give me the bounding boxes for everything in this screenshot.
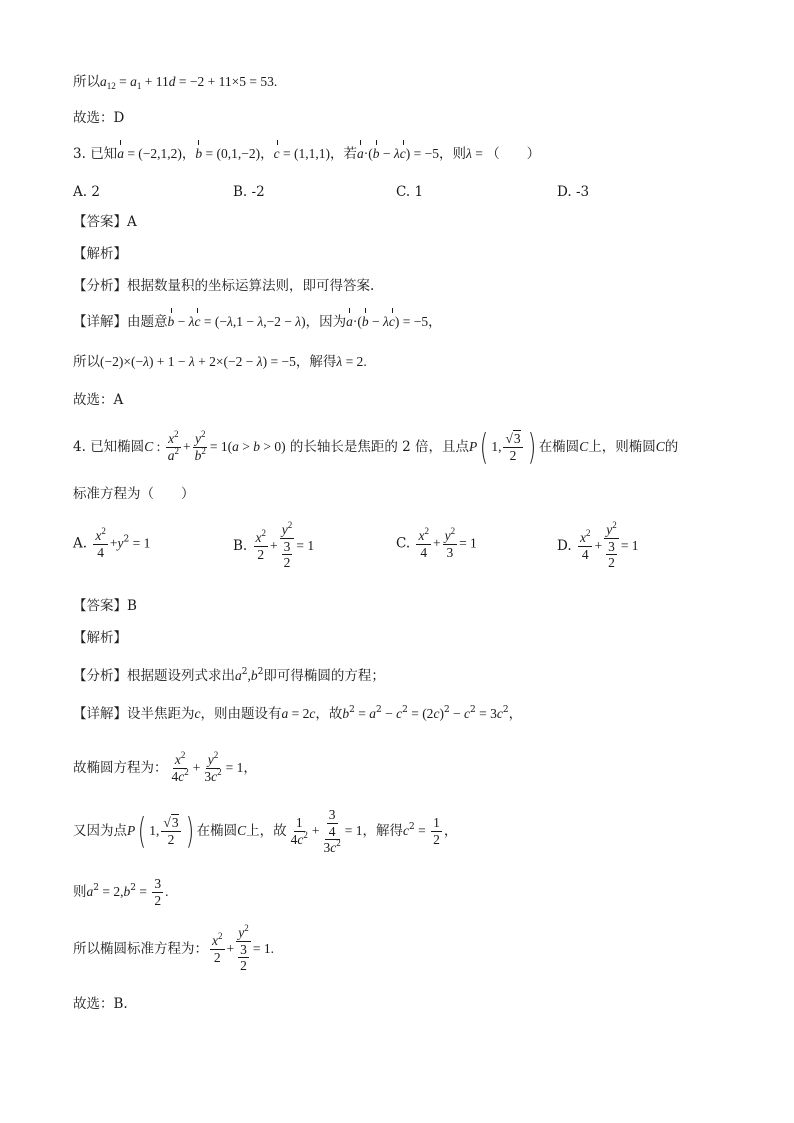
q4-detail: 【详解】设半焦距为c，则由题设有a = 2c，故$b^2 = a^2 - c^2 = (2c)^2 - c^2 = 3c^2$，	[73, 705, 523, 722]
q3-choice: 故选：A	[73, 392, 124, 408]
q3-solve: 所以(−2)×(−λ) + 1 − λ + 2×(−2 − λ) = −5，解得λ = 2.	[73, 354, 367, 370]
text: 若	[343, 146, 357, 162]
text: 则	[452, 146, 466, 162]
q4-then: 则$a^2 = 2,b^2$ = $\frac{3}{2}$ .	[73, 876, 169, 908]
q3-option-c: C. 1	[396, 184, 424, 200]
q4-analysis-tag: 【解析】	[73, 630, 127, 646]
prev-choice-line: 故选：D	[73, 110, 125, 126]
q4-point: 又因为点P( 1, $\frac{√3}{2}$ ) 在椭圆C上，故 $\frac{1}{4c^2}$ + $\frac{\frac{3}{4}}{3c^2}$ = 1，解得$c^2$ = $\frac{1}{2}$ ，	[73, 807, 458, 856]
q3-fenxi: 【分析】根据数量积的坐标运算法则，即可得答案.	[73, 278, 375, 294]
q3-answer: 【答案】A	[73, 214, 137, 230]
question-4-cont: 标准方程为（ ）	[73, 486, 195, 502]
q4-fenxi: 【分析】根据题设列式求出$a^2,b^2$即可得椭圆的方程；	[73, 667, 385, 684]
q4-option-b: B. $\frac{x^2}{2}$ + $\frac{y^2}{\frac{3}{2}}$ = 1	[233, 520, 315, 571]
question-3: 3. 已知a = (−2,1,2)，b = (0,1,−2)，c = (1,1,1)，若a·(b − λc) = −5，则λ = （ ）	[73, 146, 541, 162]
question-number: 3.	[73, 146, 86, 162]
q4-answer: 【答案】B	[73, 598, 137, 614]
text: 已知	[90, 146, 118, 162]
q4-options	[0, 522, 794, 582]
q4-option-c: C. $\frac{x^2}{4}$ + $\frac{y^2}{3}$ = 1	[396, 526, 477, 560]
text: 所以	[73, 74, 100, 90]
q4-option-d: D. $\frac{x^2}{4}$ + $\frac{y^2}{\frac{3}{2}}$ = 1	[557, 520, 639, 571]
q3-detail: 【详解】由题意b − λc = (−λ,1 − λ,−2 − λ)，因为a·(b − λc) = −5，	[73, 314, 442, 330]
answer-blank: （ ）	[486, 146, 541, 162]
q4-equation: 故椭圆方程为： $\frac{x^2}{4c^2}$ + $\frac{y^2}{3c^2}$ = 1，	[73, 750, 257, 784]
q3-option-d: D. -3	[557, 184, 590, 200]
question-4: 4. 已知椭圆C : $\frac{x^2}{a^2}$ + $\frac{y^2}{b^2}$ = 1(a > b > 0) 的长轴长是焦距的 2 倍，且点P( 1, $\frac{√3}{2}$ ) 在椭圆C上，则椭圆C的	[73, 426, 679, 468]
q3-option-a: A. 2	[73, 184, 100, 200]
q4-standard: 所以椭圆标准方程为： $\frac{x^2}{2}$ + $\frac{y^2}{\frac{3}{2}}$ = 1.	[73, 923, 274, 974]
q3-options	[0, 182, 794, 202]
prev-result-line: 所以$a_{12} = a_1 + 11d = -2 + 11\times 5 = 53$.	[73, 74, 278, 91]
q3-option-b: B. -2	[233, 184, 265, 200]
q4-choice: 故选：B.	[73, 996, 128, 1012]
q4-option-a: A. $\frac{x^2}{4}$ $+y^2 = 1$	[73, 526, 151, 560]
q3-analysis-tag: 【解析】	[73, 246, 127, 262]
